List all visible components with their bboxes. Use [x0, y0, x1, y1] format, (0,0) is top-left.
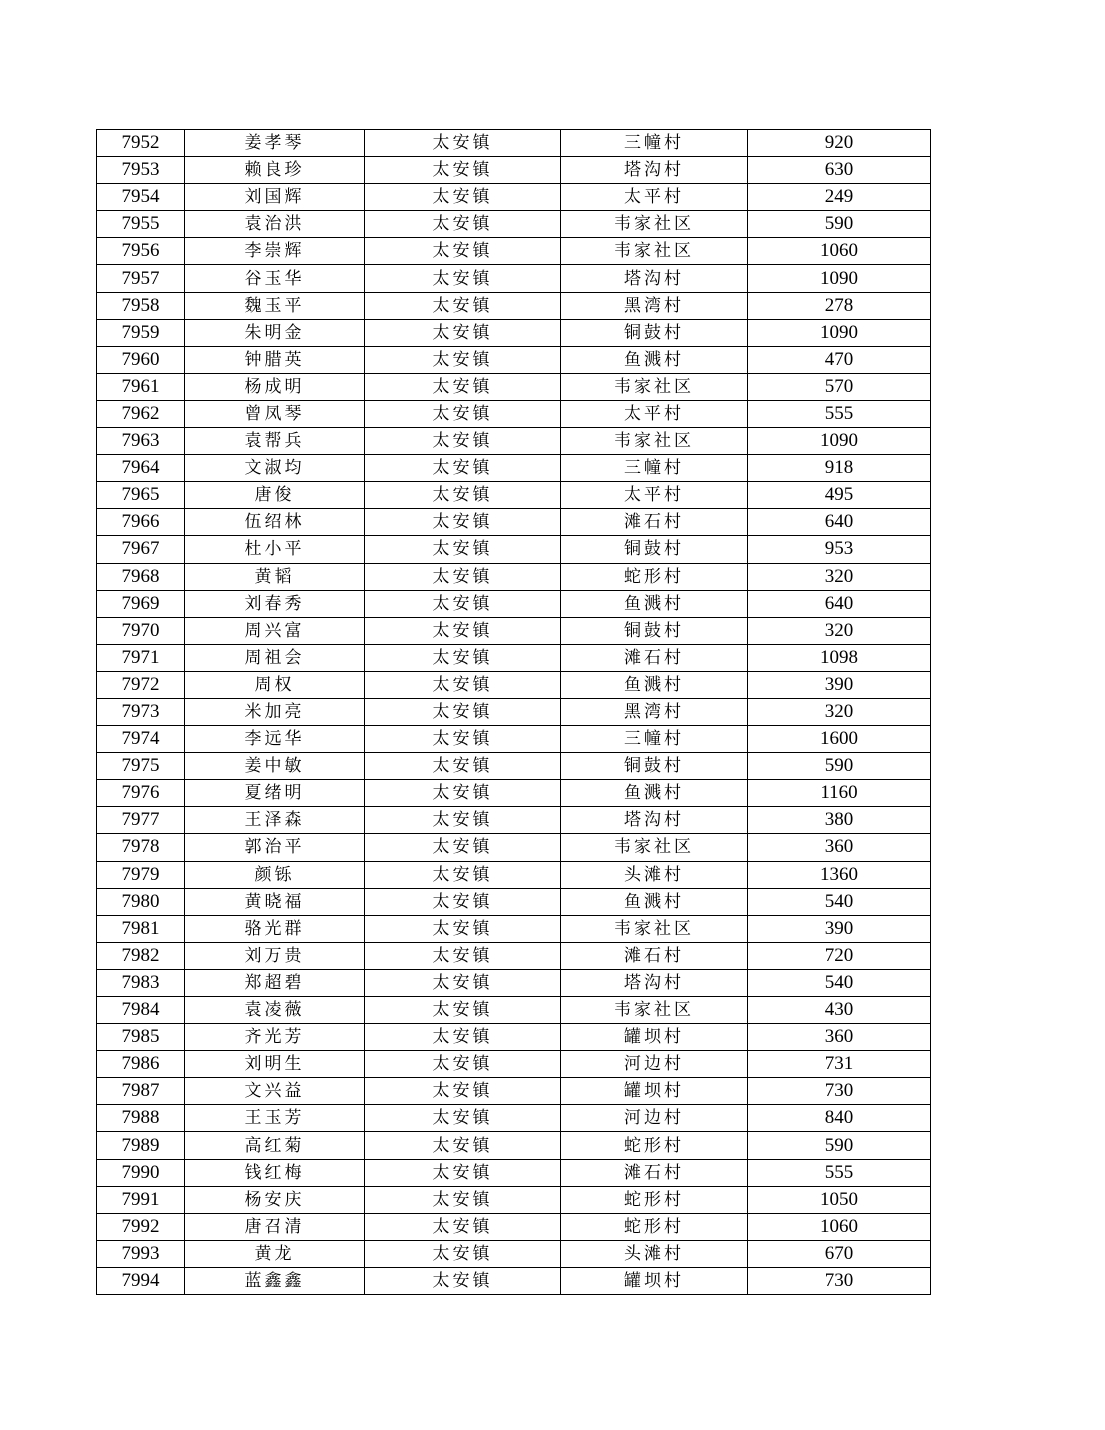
- cell-id: 7959: [97, 319, 185, 346]
- cell-amount: 320: [748, 617, 931, 644]
- cell-amount: 730: [748, 1267, 931, 1294]
- cell-amount: 590: [748, 211, 931, 238]
- cell-town: 太安镇: [365, 1240, 561, 1267]
- cell-name: 钱红梅: [185, 1159, 365, 1186]
- cell-amount: 720: [748, 942, 931, 969]
- cell-amount: 1090: [748, 319, 931, 346]
- cell-name: 钟腊英: [185, 346, 365, 373]
- cell-name: 高红菊: [185, 1132, 365, 1159]
- cell-id: 7965: [97, 482, 185, 509]
- cell-amount: 590: [748, 1132, 931, 1159]
- cell-town: 太安镇: [365, 1213, 561, 1240]
- table-row: [97, 861, 931, 888]
- table-row: [97, 590, 931, 617]
- cell-village: 塔沟村: [561, 157, 748, 184]
- cell-id: 7982: [97, 942, 185, 969]
- cell-village: 韦家社区: [561, 915, 748, 942]
- table-row: [97, 753, 931, 780]
- cell-id: 7969: [97, 590, 185, 617]
- cell-town: 太安镇: [365, 834, 561, 861]
- cell-id: 7972: [97, 671, 185, 698]
- table-row: [97, 1240, 931, 1267]
- cell-town: 太安镇: [365, 292, 561, 319]
- cell-town: 太安镇: [365, 644, 561, 671]
- cell-id: 7963: [97, 428, 185, 455]
- cell-amount: 1060: [748, 1213, 931, 1240]
- cell-id: 7974: [97, 726, 185, 753]
- cell-amount: 1098: [748, 644, 931, 671]
- cell-town: 太安镇: [365, 1105, 561, 1132]
- cell-village: 滩石村: [561, 1159, 748, 1186]
- cell-town: 太安镇: [365, 753, 561, 780]
- table-row: [97, 428, 931, 455]
- cell-id: 7983: [97, 969, 185, 996]
- cell-town: 太安镇: [365, 590, 561, 617]
- table-row: [97, 184, 931, 211]
- cell-id: 7988: [97, 1105, 185, 1132]
- cell-id: 7971: [97, 644, 185, 671]
- cell-name: 谷玉华: [185, 265, 365, 292]
- cell-name: 刘万贵: [185, 942, 365, 969]
- cell-amount: 470: [748, 346, 931, 373]
- cell-amount: 380: [748, 807, 931, 834]
- cell-village: 黑湾村: [561, 698, 748, 725]
- cell-village: 三幢村: [561, 726, 748, 753]
- cell-village: 罐坝村: [561, 1267, 748, 1294]
- cell-id: 7962: [97, 400, 185, 427]
- table-row: [97, 997, 931, 1024]
- cell-name: 杨成明: [185, 373, 365, 400]
- cell-village: 罐坝村: [561, 1078, 748, 1105]
- cell-amount: 360: [748, 834, 931, 861]
- cell-village: 蛇形村: [561, 1132, 748, 1159]
- cell-amount: 555: [748, 400, 931, 427]
- cell-id: 7987: [97, 1078, 185, 1105]
- cell-amount: 640: [748, 590, 931, 617]
- cell-name: 蓝鑫鑫: [185, 1267, 365, 1294]
- cell-town: 太安镇: [365, 211, 561, 238]
- table-row: [97, 1267, 931, 1294]
- cell-village: 鱼溅村: [561, 780, 748, 807]
- cell-amount: 1600: [748, 726, 931, 753]
- table-row: [97, 157, 931, 184]
- cell-town: 太安镇: [365, 698, 561, 725]
- cell-id: 7966: [97, 509, 185, 536]
- table-row: [97, 319, 931, 346]
- cell-town: 太安镇: [365, 617, 561, 644]
- cell-amount: 1090: [748, 265, 931, 292]
- cell-name: 颜铄: [185, 861, 365, 888]
- table-row: [97, 400, 931, 427]
- cell-village: 三幢村: [561, 455, 748, 482]
- cell-amount: 320: [748, 698, 931, 725]
- cell-id: 7991: [97, 1186, 185, 1213]
- cell-town: 太安镇: [365, 861, 561, 888]
- cell-amount: 360: [748, 1024, 931, 1051]
- table-row: [97, 1186, 931, 1213]
- table-row: [97, 915, 931, 942]
- cell-name: 文兴益: [185, 1078, 365, 1105]
- cell-town: 太安镇: [365, 671, 561, 698]
- cell-amount: 249: [748, 184, 931, 211]
- cell-amount: 920: [748, 130, 931, 157]
- cell-town: 太安镇: [365, 509, 561, 536]
- cell-amount: 390: [748, 915, 931, 942]
- table-row: [97, 1159, 931, 1186]
- cell-id: 7968: [97, 563, 185, 590]
- cell-id: 7990: [97, 1159, 185, 1186]
- cell-town: 太安镇: [365, 942, 561, 969]
- table-row: [97, 455, 931, 482]
- cell-name: 杨安庆: [185, 1186, 365, 1213]
- cell-id: 7967: [97, 536, 185, 563]
- cell-amount: 840: [748, 1105, 931, 1132]
- cell-name: 魏玉平: [185, 292, 365, 319]
- cell-town: 太安镇: [365, 400, 561, 427]
- cell-village: 太平村: [561, 482, 748, 509]
- cell-id: 7955: [97, 211, 185, 238]
- table-row: [97, 509, 931, 536]
- cell-village: 鱼溅村: [561, 888, 748, 915]
- cell-town: 太安镇: [365, 726, 561, 753]
- table-body: [97, 130, 931, 1295]
- cell-id: 7978: [97, 834, 185, 861]
- cell-village: 太平村: [561, 184, 748, 211]
- table-row: [97, 373, 931, 400]
- cell-village: 三幢村: [561, 130, 748, 157]
- cell-amount: 1060: [748, 238, 931, 265]
- cell-village: 黑湾村: [561, 292, 748, 319]
- table-row: [97, 671, 931, 698]
- table-row: [97, 211, 931, 238]
- cell-town: 太安镇: [365, 915, 561, 942]
- cell-amount: 640: [748, 509, 931, 536]
- cell-amount: 1050: [748, 1186, 931, 1213]
- cell-amount: 1360: [748, 861, 931, 888]
- cell-id: 7989: [97, 1132, 185, 1159]
- cell-town: 太安镇: [365, 563, 561, 590]
- table-row: [97, 346, 931, 373]
- cell-town: 太安镇: [365, 455, 561, 482]
- cell-amount: 731: [748, 1051, 931, 1078]
- cell-town: 太安镇: [365, 780, 561, 807]
- cell-id: 7964: [97, 455, 185, 482]
- cell-amount: 495: [748, 482, 931, 509]
- cell-name: 朱明金: [185, 319, 365, 346]
- cell-amount: 918: [748, 455, 931, 482]
- table-row: [97, 1024, 931, 1051]
- cell-name: 黄韬: [185, 563, 365, 590]
- cell-name: 姜中敏: [185, 753, 365, 780]
- cell-name: 周兴富: [185, 617, 365, 644]
- cell-town: 太安镇: [365, 1159, 561, 1186]
- cell-village: 太平村: [561, 400, 748, 427]
- cell-name: 唐召清: [185, 1213, 365, 1240]
- cell-id: 7986: [97, 1051, 185, 1078]
- cell-village: 铜鼓村: [561, 319, 748, 346]
- cell-name: 赖良珍: [185, 157, 365, 184]
- cell-id: 7970: [97, 617, 185, 644]
- table-row: [97, 617, 931, 644]
- cell-amount: 670: [748, 1240, 931, 1267]
- cell-name: 郑超碧: [185, 969, 365, 996]
- cell-village: 韦家社区: [561, 211, 748, 238]
- cell-village: 蛇形村: [561, 1213, 748, 1240]
- cell-village: 铜鼓村: [561, 753, 748, 780]
- table-row: [97, 265, 931, 292]
- cell-name: 王玉芳: [185, 1105, 365, 1132]
- cell-town: 太安镇: [365, 319, 561, 346]
- table-row: [97, 807, 931, 834]
- cell-amount: 278: [748, 292, 931, 319]
- cell-amount: 1160: [748, 780, 931, 807]
- table-row: [97, 536, 931, 563]
- cell-id: 7980: [97, 888, 185, 915]
- cell-id: 7975: [97, 753, 185, 780]
- cell-amount: 540: [748, 888, 931, 915]
- cell-id: 7979: [97, 861, 185, 888]
- cell-amount: 390: [748, 671, 931, 698]
- cell-name: 骆光群: [185, 915, 365, 942]
- cell-town: 太安镇: [365, 238, 561, 265]
- table-row: [97, 698, 931, 725]
- cell-name: 伍绍林: [185, 509, 365, 536]
- cell-name: 文淑均: [185, 455, 365, 482]
- cell-village: 韦家社区: [561, 834, 748, 861]
- cell-amount: 430: [748, 997, 931, 1024]
- cell-id: 7952: [97, 130, 185, 157]
- cell-name: 姜孝琴: [185, 130, 365, 157]
- cell-name: 米加亮: [185, 698, 365, 725]
- cell-name: 袁凌薇: [185, 997, 365, 1024]
- cell-town: 太安镇: [365, 1051, 561, 1078]
- cell-id: 7960: [97, 346, 185, 373]
- table-row: [97, 1051, 931, 1078]
- cell-amount: 320: [748, 563, 931, 590]
- cell-name: 王泽森: [185, 807, 365, 834]
- cell-name: 郭治平: [185, 834, 365, 861]
- cell-amount: 1090: [748, 428, 931, 455]
- cell-id: 7984: [97, 997, 185, 1024]
- cell-name: 齐光芳: [185, 1024, 365, 1051]
- cell-village: 塔沟村: [561, 969, 748, 996]
- cell-name: 黄晓福: [185, 888, 365, 915]
- cell-village: 罐坝村: [561, 1024, 748, 1051]
- cell-name: 夏绪明: [185, 780, 365, 807]
- cell-town: 太安镇: [365, 428, 561, 455]
- cell-village: 河边村: [561, 1051, 748, 1078]
- cell-village: 头滩村: [561, 861, 748, 888]
- table-row: [97, 834, 931, 861]
- table-row: [97, 292, 931, 319]
- cell-village: 滩石村: [561, 509, 748, 536]
- cell-village: 塔沟村: [561, 265, 748, 292]
- cell-village: 蛇形村: [561, 563, 748, 590]
- cell-amount: 730: [748, 1078, 931, 1105]
- cell-town: 太安镇: [365, 997, 561, 1024]
- cell-town: 太安镇: [365, 265, 561, 292]
- cell-town: 太安镇: [365, 1024, 561, 1051]
- table-row: [97, 1078, 931, 1105]
- cell-id: 7993: [97, 1240, 185, 1267]
- cell-id: 7957: [97, 265, 185, 292]
- table-row: [97, 942, 931, 969]
- cell-name: 周祖会: [185, 644, 365, 671]
- table-row: [97, 130, 931, 157]
- cell-town: 太安镇: [365, 1078, 561, 1105]
- cell-id: 7973: [97, 698, 185, 725]
- cell-name: 李远华: [185, 726, 365, 753]
- cell-amount: 570: [748, 373, 931, 400]
- table-row: [97, 238, 931, 265]
- cell-id: 7985: [97, 1024, 185, 1051]
- cell-id: 7961: [97, 373, 185, 400]
- cell-amount: 555: [748, 1159, 931, 1186]
- cell-id: 7954: [97, 184, 185, 211]
- cell-village: 塔沟村: [561, 807, 748, 834]
- cell-name: 刘明生: [185, 1051, 365, 1078]
- cell-town: 太安镇: [365, 1267, 561, 1294]
- cell-amount: 590: [748, 753, 931, 780]
- cell-town: 太安镇: [365, 536, 561, 563]
- data-table: [96, 129, 931, 1295]
- cell-id: 7992: [97, 1213, 185, 1240]
- cell-village: 河边村: [561, 1105, 748, 1132]
- cell-village: 鱼溅村: [561, 590, 748, 617]
- cell-id: 7981: [97, 915, 185, 942]
- table-row: [97, 780, 931, 807]
- cell-town: 太安镇: [365, 807, 561, 834]
- cell-town: 太安镇: [365, 373, 561, 400]
- cell-village: 滩石村: [561, 942, 748, 969]
- cell-village: 蛇形村: [561, 1186, 748, 1213]
- cell-village: 韦家社区: [561, 373, 748, 400]
- cell-village: 头滩村: [561, 1240, 748, 1267]
- cell-village: 韦家社区: [561, 238, 748, 265]
- cell-village: 铜鼓村: [561, 536, 748, 563]
- cell-town: 太安镇: [365, 888, 561, 915]
- cell-town: 太安镇: [365, 157, 561, 184]
- table-row: [97, 644, 931, 671]
- cell-name: 杜小平: [185, 536, 365, 563]
- table-row: [97, 726, 931, 753]
- table-row: [97, 1105, 931, 1132]
- cell-village: 鱼溅村: [561, 671, 748, 698]
- cell-name: 黄龙: [185, 1240, 365, 1267]
- cell-id: 7994: [97, 1267, 185, 1294]
- cell-id: 7953: [97, 157, 185, 184]
- cell-id: 7976: [97, 780, 185, 807]
- cell-amount: 630: [748, 157, 931, 184]
- cell-village: 鱼溅村: [561, 346, 748, 373]
- cell-town: 太安镇: [365, 130, 561, 157]
- cell-town: 太安镇: [365, 482, 561, 509]
- cell-name: 袁帮兵: [185, 428, 365, 455]
- cell-id: 7956: [97, 238, 185, 265]
- cell-name: 刘春秀: [185, 590, 365, 617]
- cell-village: 铜鼓村: [561, 617, 748, 644]
- table-row: [97, 1132, 931, 1159]
- table-row: [97, 969, 931, 996]
- cell-amount: 540: [748, 969, 931, 996]
- cell-village: 滩石村: [561, 644, 748, 671]
- cell-town: 太安镇: [365, 184, 561, 211]
- cell-id: 7958: [97, 292, 185, 319]
- table-row: [97, 1213, 931, 1240]
- cell-name: 周权: [185, 671, 365, 698]
- cell-village: 韦家社区: [561, 428, 748, 455]
- cell-name: 李崇辉: [185, 238, 365, 265]
- cell-name: 刘国辉: [185, 184, 365, 211]
- cell-town: 太安镇: [365, 1132, 561, 1159]
- table-row: [97, 888, 931, 915]
- cell-town: 太安镇: [365, 969, 561, 996]
- table-row: [97, 482, 931, 509]
- cell-name: 袁治洪: [185, 211, 365, 238]
- cell-town: 太安镇: [365, 1186, 561, 1213]
- table-row: [97, 563, 931, 590]
- cell-amount: 953: [748, 536, 931, 563]
- cell-id: 7977: [97, 807, 185, 834]
- cell-town: 太安镇: [365, 346, 561, 373]
- cell-village: 韦家社区: [561, 997, 748, 1024]
- cell-name: 唐俊: [185, 482, 365, 509]
- cell-name: 曾凤琴: [185, 400, 365, 427]
